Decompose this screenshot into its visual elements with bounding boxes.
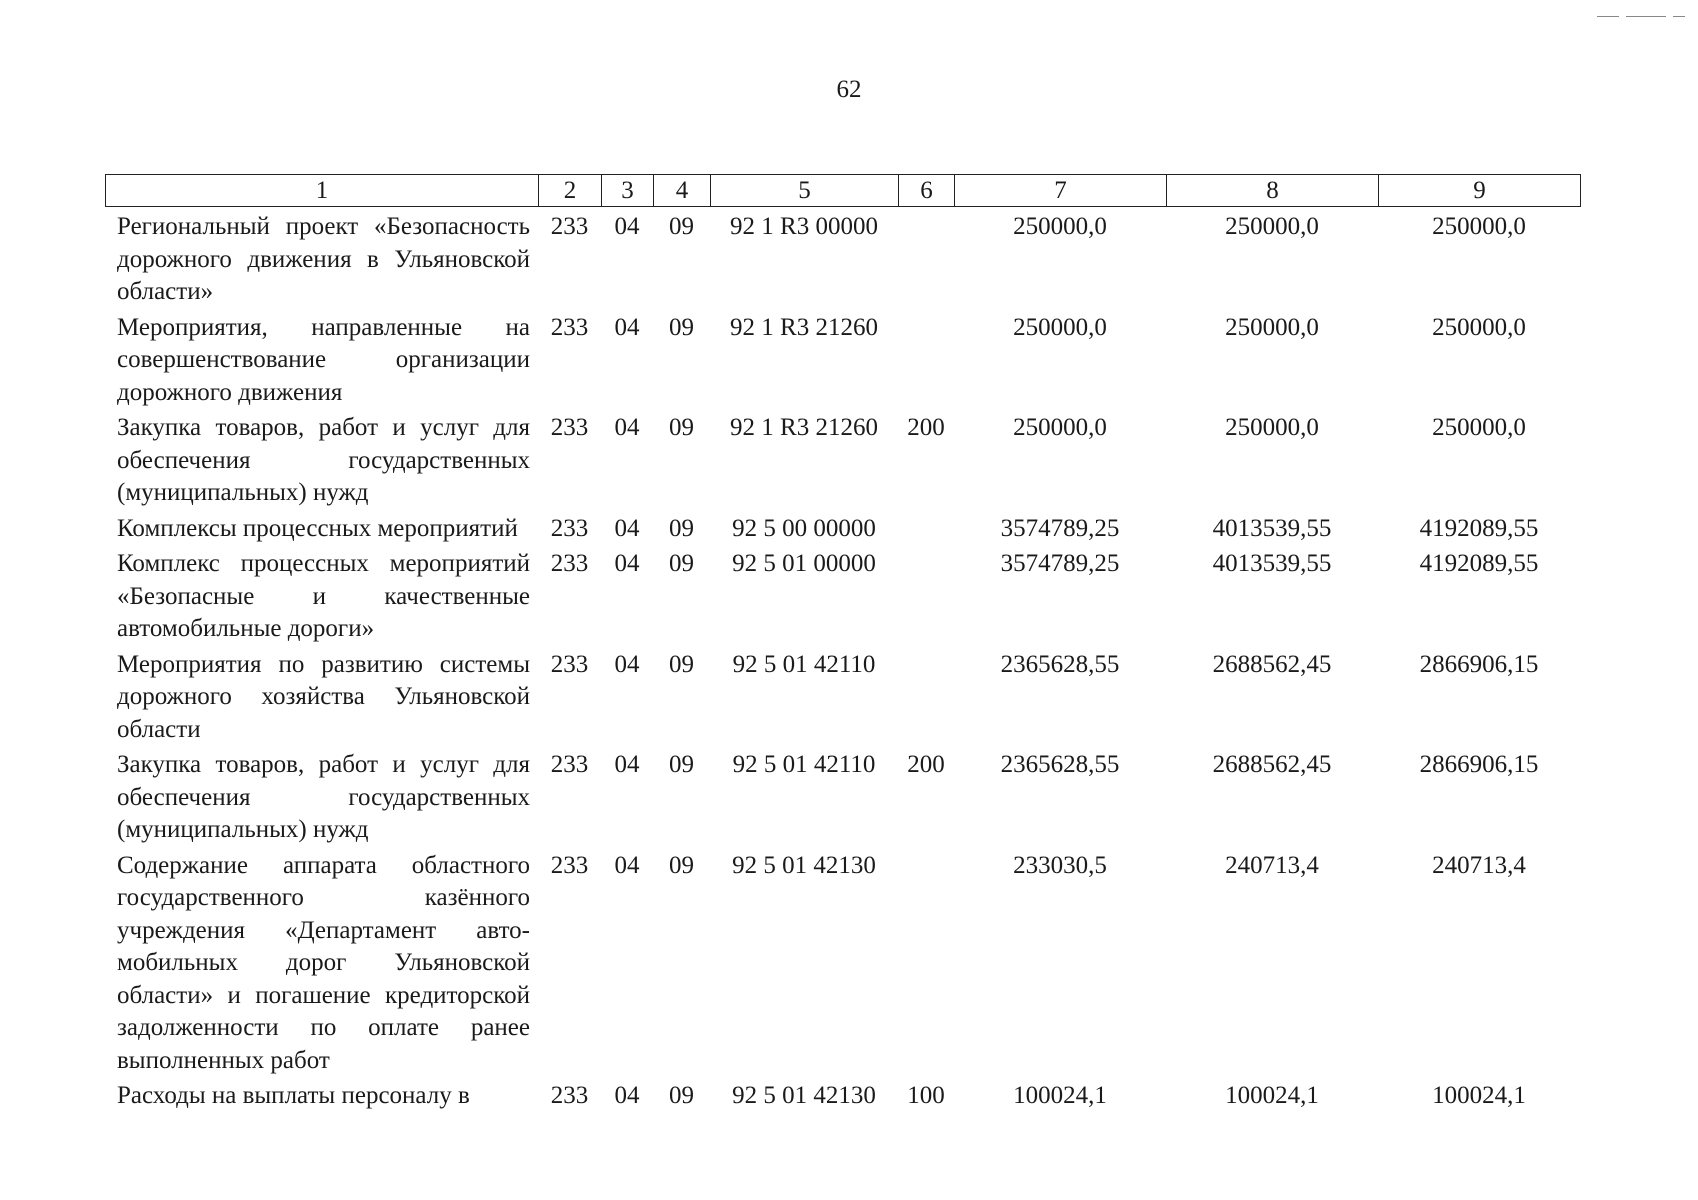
row-name: Закупка товаров, работ и услуг для обеспечения государственных (муниципальных) нужд (117, 414, 530, 506)
row-col-3: 04 (614, 851, 640, 879)
row-col-2: 233 (550, 514, 589, 542)
row-col-7: 2365628,55 (1000, 751, 1120, 778)
row-col-8: 250000,0 (1225, 414, 1319, 441)
row-col-9: 250000,0 (1432, 213, 1526, 240)
header-col-8: 8 (1167, 175, 1379, 207)
row-col-3: 04 (614, 751, 640, 778)
row-col-9: 4192089,55 (1419, 514, 1539, 542)
header-col-6: 6 (899, 175, 955, 207)
row-col-6 (898, 208, 954, 309)
row-col-6 (898, 847, 954, 1078)
table-row (105, 847, 1580, 1078)
header-col-3: 3 (602, 175, 654, 207)
row-col-4: 09 (669, 851, 694, 879)
row-col-6 (898, 646, 954, 747)
row-col-7: 250000,0 (1013, 414, 1107, 441)
row-col-9: 250000,0 (1432, 313, 1526, 341)
row-col-9: 4192089,55 (1419, 550, 1539, 577)
row-name: Содержание аппарата областного государственного казённого учреждения «Департамент автомобильных дорог Ульяновской области» и погашение кредиторской задолженности по оплате ранее выполненных работ (117, 851, 530, 1074)
scan-mark (1597, 16, 1619, 17)
row-col-8: 2688562,45 (1212, 650, 1332, 678)
row-col-5: 92 5 01 42110 (732, 751, 876, 778)
table-row (105, 510, 1580, 546)
row-col-2: 233 (550, 414, 589, 441)
row-col-7: 233030,5 (1013, 851, 1107, 879)
table-row (105, 646, 1580, 747)
row-col-5: 92 5 01 42110 (732, 650, 876, 678)
row-col-4: 09 (669, 313, 694, 341)
row-col-5: 92 1 R3 21260 (730, 414, 878, 441)
table-row (105, 409, 1580, 510)
row-col-7: 2365628,55 (1000, 650, 1120, 678)
page-number: 62 (836, 76, 862, 103)
row-col-5: 92 5 00 00000 (732, 514, 876, 542)
row-col-9: 250000,0 (1432, 414, 1526, 441)
row-col-6: 200 (907, 414, 945, 441)
row-col-2: 233 (550, 650, 589, 678)
header-col-5: 5 (711, 175, 899, 207)
row-col-6: 200 (907, 751, 945, 778)
header-row (106, 175, 1581, 207)
row-col-2: 233 (550, 1082, 589, 1109)
row-col-8: 4013539,55 (1212, 550, 1332, 577)
header-col-9: 9 (1379, 175, 1581, 207)
row-col-3: 04 (614, 414, 640, 441)
row-col-8: 250000,0 (1225, 313, 1319, 341)
table-row (105, 208, 1580, 309)
row-col-3: 04 (614, 650, 640, 678)
row-col-2: 233 (550, 550, 589, 577)
row-col-7: 3574789,25 (1000, 514, 1120, 542)
row-name: Региональный проект «Безопасность дорожного движения в Ульяновской области» (117, 213, 530, 305)
row-col-6: 100 (907, 1082, 945, 1109)
row-col-8: 100024,1 (1225, 1082, 1319, 1109)
header-col-4: 4 (654, 175, 711, 207)
row-col-5: 92 1 R3 00000 (730, 213, 878, 240)
row-col-8: 2688562,45 (1212, 751, 1332, 778)
row-col-3: 04 (614, 1082, 640, 1109)
row-col-7: 250000,0 (1013, 213, 1107, 240)
row-name: Мероприятия, направленные на совершенствование организации дорожного движения (117, 313, 530, 406)
row-col-9: 100024,1 (1432, 1082, 1526, 1109)
table-row (105, 1077, 1580, 1113)
row-col-6 (898, 545, 954, 646)
row-col-3: 04 (614, 313, 640, 341)
row-col-2: 233 (550, 751, 589, 778)
row-name: Мероприятия по развитию системы дорожного хозяйства Ульяновской области (117, 650, 530, 743)
row-col-2: 233 (550, 213, 589, 240)
row-col-4: 09 (669, 414, 694, 441)
row-col-5: 92 5 01 42130 (732, 1082, 876, 1109)
row-name: Комплексы процессных мероприятий (117, 514, 518, 542)
row-col-4: 09 (669, 213, 694, 240)
row-col-8: 250000,0 (1225, 213, 1319, 240)
row-col-5: 92 1 R3 21260 (730, 313, 878, 341)
table-header (105, 174, 1581, 207)
table-row (105, 545, 1580, 646)
row-col-4: 09 (669, 1082, 694, 1109)
row-name: Закупка товаров, работ и услуг для обеспечения государственных (муниципальных) нужд (117, 751, 530, 843)
row-col-7: 250000,0 (1013, 313, 1107, 341)
row-col-9: 2866906,15 (1419, 650, 1539, 678)
row-name: Комплекс процессных мероприятий «Безопасные и качественные автомобильные дороги» (117, 550, 530, 642)
row-col-4: 09 (669, 514, 694, 542)
header-col-1: 1 (106, 175, 539, 207)
row-col-9: 2866906,15 (1419, 751, 1539, 778)
row-col-2: 233 (550, 851, 589, 879)
table-row (105, 746, 1580, 847)
row-col-5: 92 5 01 42130 (732, 851, 876, 879)
row-col-3: 04 (614, 550, 640, 577)
row-col-6 (898, 510, 954, 546)
budget-table (105, 208, 1580, 1113)
header-col-2: 2 (539, 175, 602, 207)
row-col-9: 240713,4 (1432, 851, 1526, 879)
row-name: Расходы на выплаты персоналу в (117, 1082, 470, 1109)
row-col-5: 92 5 01 00000 (732, 550, 876, 577)
row-col-3: 04 (614, 213, 640, 240)
row-col-4: 09 (669, 550, 694, 577)
row-col-8: 240713,4 (1225, 851, 1319, 879)
header-col-7: 7 (955, 175, 1167, 207)
row-col-6 (898, 309, 954, 410)
row-col-7: 3574789,25 (1000, 550, 1120, 577)
row-col-4: 09 (669, 751, 694, 778)
scan-mark (1626, 16, 1666, 17)
row-col-2: 233 (550, 313, 589, 341)
scan-mark (1673, 16, 1685, 17)
table-row (105, 309, 1580, 410)
row-col-8: 4013539,55 (1212, 514, 1332, 542)
row-col-7: 100024,1 (1013, 1082, 1107, 1109)
row-col-3: 04 (614, 514, 640, 542)
row-col-4: 09 (669, 650, 694, 678)
